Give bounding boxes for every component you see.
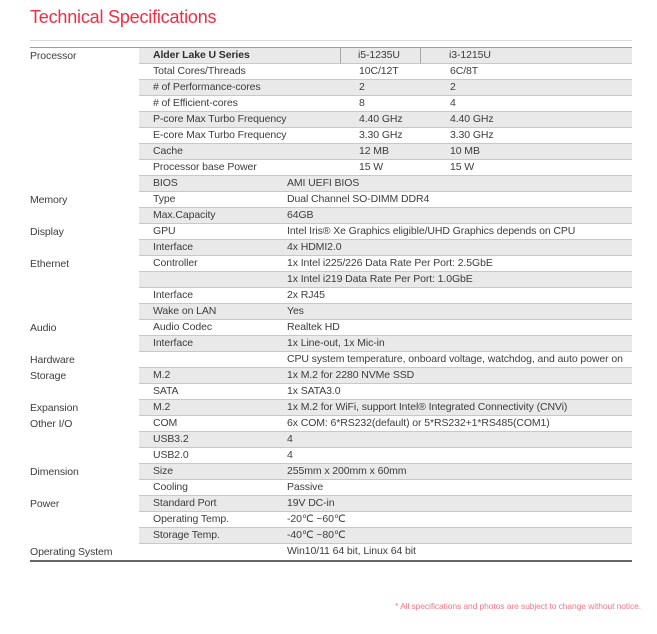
row-body [139, 272, 632, 288]
row-body [139, 512, 632, 528]
category-label: Hardware [30, 354, 75, 366]
spec-value: 10 MB [450, 145, 480, 157]
spec-row [30, 272, 632, 288]
spec-row [30, 480, 632, 496]
title-divider [30, 40, 632, 41]
category-label [30, 240, 139, 256]
row-body [139, 544, 632, 560]
spec-row [30, 208, 632, 224]
spec-row [30, 416, 632, 432]
spec-label: USB2.0 [153, 449, 189, 461]
category-label [30, 448, 139, 464]
spec-value: Win10/11 64 bit, Linux 64 bit [287, 545, 416, 557]
category-label: Display [30, 226, 64, 238]
category-label: Ethernet [30, 258, 69, 270]
spec-row [30, 160, 632, 176]
row-body [139, 320, 632, 336]
category-label [30, 336, 139, 352]
spec-label: M.2 [153, 369, 171, 381]
spec-row [30, 96, 632, 112]
spec-row [30, 80, 632, 96]
row-body [139, 64, 632, 80]
spec-row [30, 64, 632, 80]
spec-row [30, 192, 632, 208]
spec-label: BIOS [153, 177, 178, 189]
spec-label: Alder Lake U Series [139, 48, 341, 63]
row-body [139, 464, 632, 480]
spec-value: AMI UEFI BIOS [287, 177, 360, 189]
spec-value: 1x Intel i219 Data Rate Per Port: 1.0GbE [287, 273, 473, 285]
spec-value: 255mm x 200mm x 60mm [287, 465, 407, 477]
spec-label [139, 352, 287, 367]
spec-label: Max.Capacity [153, 209, 216, 221]
category-label [30, 80, 139, 96]
category-label [30, 384, 139, 400]
spec-label: Processor base Power [153, 161, 257, 173]
spec-row [30, 304, 632, 320]
spec-value: 4 [287, 449, 293, 461]
row-body [139, 528, 632, 544]
category-label [30, 512, 139, 528]
spec-label: Operating Temp. [153, 513, 229, 525]
category-label [30, 96, 139, 112]
spec-value: 1x Intel i225/226 Data Rate Per Port: 2.5GbE [287, 257, 493, 269]
spec-row [30, 544, 632, 560]
spec-row [30, 224, 632, 240]
spec-value: 15 W [450, 161, 475, 173]
category-label: Other I/O [30, 418, 73, 430]
spec-row [30, 368, 632, 384]
spec-value: 1x Line-out, 1x Mic-in [287, 337, 385, 349]
spec-value: 64GB [287, 209, 314, 221]
spec-value: Dual Channel SO-DIMM DDR4 [287, 193, 430, 205]
spec-value: 10C/12T [359, 65, 399, 77]
category-label: Memory [30, 194, 68, 206]
spec-value: 2 [359, 81, 365, 93]
spec-row [30, 528, 632, 544]
spec-row [30, 464, 632, 480]
spec-value: 1x M.2 for WiFi, support Intel® Integrated Connectivity (CNVi) [287, 401, 568, 413]
category-label [30, 304, 139, 320]
row-body [139, 288, 632, 304]
category-label [30, 528, 139, 544]
spec-row [30, 240, 632, 256]
spec-value: -20℃ ~60℃ [287, 513, 346, 525]
category-label: Operating System [30, 546, 113, 558]
spec-label: Size [153, 465, 174, 477]
spec-value: 4.40 GHz [450, 113, 494, 125]
row-body [139, 416, 632, 432]
category-label [30, 160, 139, 176]
spec-value: 4x HDMI2.0 [287, 241, 342, 253]
spec-value: 6x COM: 6*RS232(default) or 5*RS232+1*RS485(COM1) [287, 417, 550, 429]
category-label [30, 176, 139, 192]
spec-label: COM [153, 417, 178, 429]
category-label: Dimension [30, 466, 79, 478]
spec-label: Type [153, 193, 176, 205]
spec-label: SATA [153, 385, 179, 397]
spec-value: 8 [359, 97, 365, 109]
row-body [139, 496, 632, 512]
row-body [139, 240, 632, 256]
spec-value: 6C/8T [450, 65, 479, 77]
spec-value: Realtek HD [287, 321, 340, 333]
category-label: Storage [30, 370, 67, 382]
spec-row [30, 112, 632, 128]
spec-value: Intel Iris® Xe Graphics eligible/UHD Graphics depends on CPU [287, 225, 576, 237]
category-label [30, 272, 139, 288]
spec-label: Interface [153, 241, 193, 253]
spec-row [30, 288, 632, 304]
category-label [30, 128, 139, 144]
spec-label: Standard Port [153, 497, 217, 509]
row-body [139, 384, 632, 400]
spec-label: M.2 [153, 401, 171, 413]
spec-label [139, 544, 287, 560]
spec-value: 3.30 GHz [450, 129, 494, 141]
row-body [139, 144, 632, 160]
row-body [139, 336, 632, 352]
row-body [139, 80, 632, 96]
spec-value: 1x SATA3.0 [287, 385, 341, 397]
row-body [139, 128, 632, 144]
footnote: * All specifications and photos are subject to change without notice. [395, 601, 641, 611]
row-body [139, 112, 632, 128]
category-label [30, 144, 139, 160]
spec-value: 1x M.2 for 2280 NVMe SSD [287, 369, 415, 381]
spec-value: 12 MB [359, 145, 389, 157]
content-area [0, 6, 657, 562]
spec-label: # of Efficient-cores [153, 97, 238, 109]
spec-row [30, 352, 632, 368]
spec-label: Storage Temp. [153, 529, 220, 541]
row-body [139, 160, 632, 176]
spec-label: E-core Max Turbo Frequency [153, 129, 287, 141]
spec-row [30, 176, 632, 192]
category-label [30, 112, 139, 128]
spec-row [30, 432, 632, 448]
spec-value: i3-1215U [449, 49, 491, 61]
row-body [139, 400, 632, 416]
spec-label: P-core Max Turbo Frequency [153, 113, 287, 125]
spec-row [30, 512, 632, 528]
category-label: Audio [30, 322, 57, 334]
category-label: Expansion [30, 402, 79, 414]
spec-value: Passive [287, 481, 324, 493]
row-body [139, 224, 632, 240]
spec-row [30, 144, 632, 160]
row-body [139, 192, 632, 208]
spec-value: 19V DC-in [287, 497, 335, 509]
spec-label [139, 272, 287, 287]
category-label [30, 480, 139, 496]
spec-row [30, 48, 632, 64]
spec-value: 15 W [359, 161, 384, 173]
spec-label: Cache [153, 145, 183, 157]
category-label [30, 64, 139, 80]
spec-row [30, 256, 632, 272]
row-body [139, 176, 632, 192]
spec-row [30, 336, 632, 352]
spec-label: Total Cores/Threads [153, 65, 246, 77]
spec-row [30, 384, 632, 400]
row-body [139, 256, 632, 272]
spec-row [30, 448, 632, 464]
row-body [139, 368, 632, 384]
category-label [30, 288, 139, 304]
spec-label: Interface [153, 289, 193, 301]
row-body [139, 208, 632, 224]
spec-value: Yes [287, 305, 304, 317]
spec-value: 4 [450, 97, 456, 109]
row-body [139, 352, 632, 368]
category-label [30, 432, 139, 448]
spec-label: Wake on LAN [153, 305, 217, 317]
row-body [139, 448, 632, 464]
row-body [139, 480, 632, 496]
spec-value: CPU system temperature, onboard voltage, watchdog, and auto power on [287, 353, 623, 365]
spec-row [30, 128, 632, 144]
row-body [139, 304, 632, 320]
row-body [139, 96, 632, 112]
spec-label: GPU [153, 225, 176, 237]
spec-label: USB3.2 [153, 433, 189, 445]
spec-value: 4 [287, 433, 293, 445]
spec-value: 2 [450, 81, 456, 93]
category-label: Processor [30, 50, 77, 62]
spec-value: i5-1235U [341, 48, 421, 63]
spec-label: Audio Codec [153, 321, 213, 333]
spec-value: 3.30 GHz [359, 129, 403, 141]
spec-value: -40℃ ~80℃ [287, 529, 346, 541]
spec-value: 4.40 GHz [359, 113, 403, 125]
spec-label: Interface [153, 337, 193, 349]
spec-value: 2x RJ45 [287, 289, 325, 301]
spec-row [30, 320, 632, 336]
category-label [30, 208, 139, 224]
spec-label: Cooling [153, 481, 188, 493]
row-body [139, 432, 632, 448]
spec-row [30, 400, 632, 416]
row-body [139, 48, 632, 64]
page-title: Technical Specifications [30, 7, 217, 27]
category-label: Power [30, 498, 60, 510]
spec-row [30, 496, 632, 512]
spec-table [30, 47, 632, 562]
spec-label: # of Performance-cores [153, 81, 261, 93]
spec-label: Controller [153, 257, 198, 269]
